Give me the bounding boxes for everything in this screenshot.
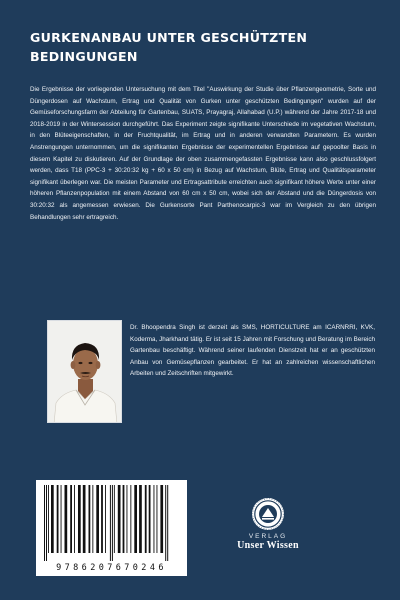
barcode-bar	[51, 485, 54, 553]
barcode-bar	[127, 485, 128, 553]
publisher-verlag-label: VERLAG	[248, 533, 288, 540]
barcode-bar	[83, 485, 86, 553]
barcode-bar	[145, 485, 147, 553]
unser-wissen-seal-icon	[251, 497, 285, 531]
barcode-bar	[96, 485, 99, 553]
publisher-block	[222, 497, 314, 551]
barcode-bar	[160, 485, 163, 553]
author-bio: Dr. Bhoopendra Singh ist derzeit als SMS, HORTICULTURE am ICARNRRI, KVK, Koderma, Jharkhand tätig. Er ist seit 15 Jahren mit Forschung und Beratung im Bereich Gartenbau beschäftigt. Während seiner laufenden Dienstzeit hat er an geschützten Anbau von Gemüsepflanzen gearbeitet. Er hat an zahlreichen wissenschaftlichen Arbeiten und Zeitschriften mitgewirkt.	[130, 324, 375, 378]
barcode-bar	[46, 485, 47, 561]
barcode-bar	[114, 485, 115, 553]
barcode-bar	[167, 485, 168, 561]
author-portrait-icon	[48, 321, 122, 423]
barcode-bar	[165, 485, 166, 561]
barcode-bar	[57, 485, 59, 553]
barcode-bar	[130, 485, 131, 553]
isbn-digits: 9786207670246	[56, 563, 167, 573]
barcode-bar	[118, 485, 121, 553]
barcode-bar	[149, 485, 151, 553]
barcode-bar	[70, 485, 72, 553]
barcode-bar	[105, 485, 106, 553]
isbn-barcode	[36, 480, 187, 576]
barcode-bar	[44, 485, 45, 561]
author-photo	[47, 320, 122, 423]
barcode-bar	[74, 485, 75, 553]
publisher-name: Unser Wissen	[237, 540, 299, 551]
barcode-bar	[78, 485, 81, 553]
book-title: GURKENANBAU UNTER GESCHÜTZTEN BEDINGUNGEN	[30, 30, 308, 64]
barcode-bar	[110, 485, 111, 561]
barcode-bar	[61, 485, 62, 553]
barcode-bars	[42, 485, 181, 561]
barcode-bar	[48, 485, 49, 553]
barcode-bar	[154, 485, 155, 553]
barcode-bar	[134, 485, 137, 553]
barcode-bar	[92, 485, 93, 553]
barcode-bar	[157, 485, 158, 553]
barcode-bar	[123, 485, 125, 553]
barcode-bar	[65, 485, 68, 553]
book-summary: Die Ergebnisse der vorliegenden Untersuchung mit dem Titel "Auswirkung der Studie über Pflanzengeometrie, Sorte und Düngerdosen auf Wachstum, Ertrag und Qualität von Gurken unter geschützten Bedingungen" wurden auf der Gemüseforschungsfarm der Abteilung für Gartenbau, SUATS, Prayagraj, Allahabad (U.P.) während der Jahre 2017-18 und 2018-2019 in der Wintersession durchgeführt. Das Experiment zeigte signifikante Unterschiede im vegetativen Wachstum, in den Blüteeigenschaften, in der Fruchtqualität, im Ertrag und in anderen verwandten Parametern. Es wurden Anstrengungen unternommen, um die signifikanten Ergebnisse der experimentellen Ergebnisse auf gepoolter Basis in diesem Kapitel zu diskutieren. Auf der Grundlage der oben zusammengefassten Ergebnisse kann also geschlussfolgert werden, dass T18 (PPC-3 + 30:20:32 kg + 60 x 50 cm) in Bezug auf Wachstum, Blüte, Ertrag und Qualitätsparameter signifikant überlegen war. Die meisten Parameter und Ertragsattribute erreichten auch signifikant höhere Werte unter einer höheren Pflanzenpopulation mit einem Abstand von 60 cm x 50 cm, wobei sich der Abstand und die Düngerdosis von 30:20:32 als angemessen erwiesen. Die Gurkensorte Pant Parthenocarpic-3 war im Vergleich zu den übrigen Behandlungen sehr ertragreich.	[30, 86, 376, 221]
barcode-bar	[139, 485, 142, 553]
barcode-bar	[101, 485, 103, 553]
barcode-bar	[89, 485, 91, 553]
barcode-bar	[112, 485, 113, 561]
